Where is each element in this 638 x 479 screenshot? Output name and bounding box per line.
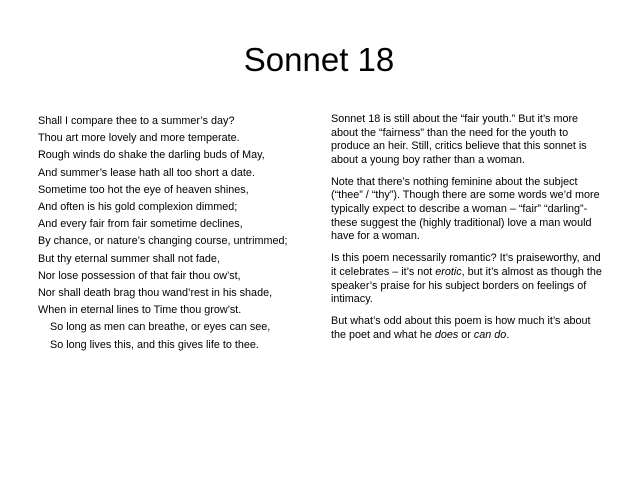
- poem-line: Rough winds do shake the darling buds of May,: [38, 149, 265, 162]
- slide-title: Sonnet 18: [243, 41, 395, 78]
- commentary-notes: [331, 113, 603, 351]
- emphasis-can-do: can do: [473, 328, 507, 341]
- poem-line: And often is his gold complexion dimmed;: [38, 201, 238, 214]
- poem-line: By chance, or nature’s changing course, untrimmed;: [38, 235, 288, 248]
- emphasis-erotic: erotic: [435, 265, 462, 278]
- couplet-line: So long lives this, and this gives life to thee.: [50, 338, 259, 351]
- note-text: or: [458, 328, 474, 341]
- note-paragraph-2: Note that there’s nothing feminine about the subject (“thee” / “thy”). Though there are some words we’d more typically expect to describe a woman – “fair” “darling”- these suggest the (highly traditional) love a man would have for a woman.: [331, 175, 600, 243]
- poem-line: Sometime too hot the eye of heaven shines,: [38, 183, 249, 196]
- poem-line: Nor lose possession of that fair thou ow’st,: [38, 269, 241, 282]
- poem-line: But thy eternal summer shall not fade,: [38, 252, 220, 265]
- poem-line: Shall I compare thee to a summer’s day?: [38, 115, 235, 127]
- poem-text: [38, 113, 328, 354]
- poem-line: Thou art more lovely and more temperate.: [38, 132, 240, 145]
- note-paragraph-1: Sonnet 18 is still about the “fair youth.” But it’s more about the “fairness” than the need for the youth to produce an heir. Still, critics believe that this sonnet is about a young boy rather than a woman.: [331, 113, 587, 166]
- poem-line: When in eternal lines to Time thou grow’st.: [38, 304, 242, 317]
- note-text: But what’s odd about this poem is how much it’s about the poet and what he: [331, 315, 591, 341]
- note-text: Is this poem necessarily romantic? It’s praiseworthy, and it celebrates – it’s not: [331, 252, 601, 278]
- couplet-line: So long as men can breathe, or eyes can see,: [50, 321, 271, 334]
- emphasis-does: does: [434, 328, 459, 341]
- note-text: , but it’s almost as though the speaker’s praise for his subject borders on feelings of intimacy.: [331, 265, 602, 306]
- poem-line: Nor shall death brag thou wand’rest in his shade,: [38, 287, 273, 300]
- note-paragraph-3: [331, 252, 603, 306]
- poem-line: And summer’s lease hath all too short a date.: [38, 166, 255, 179]
- note-paragraph-4: [331, 315, 603, 342]
- poem-line: And every fair from fair sometime declines,: [38, 218, 243, 231]
- note-text: .: [506, 328, 510, 341]
